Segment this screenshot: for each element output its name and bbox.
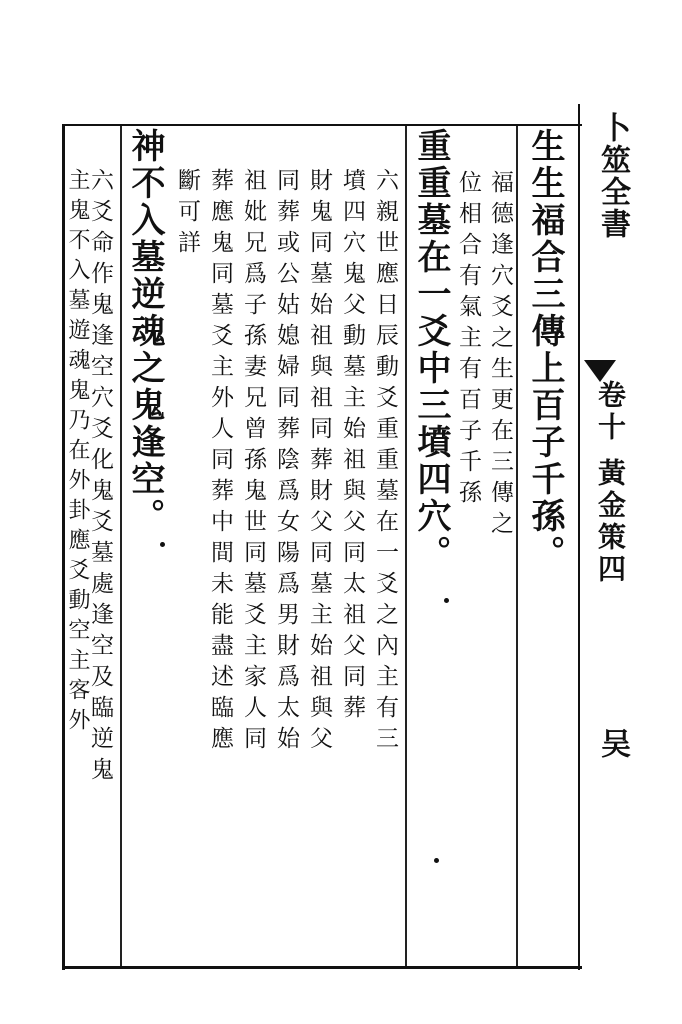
commentary-column-14: 主鬼不入墓遊魂鬼乃在外卦應爻動空主客外 (65, 168, 90, 738)
punctuation-dot (160, 542, 165, 547)
commentary-column-6: 墳四穴鬼父動墓主始祖與父同太祖父同葬 (339, 168, 365, 726)
commentary-column-9: 祖妣兄爲子孫妻兄曾孫鬼世同墓爻主家人同 (240, 168, 266, 757)
commentary-column-2: 福德逢穴爻之生更在三傳之 (487, 170, 513, 542)
punctuation-dot (444, 598, 449, 603)
heading-column-12: 神不入墓逆魂之鬼逢空。 (125, 128, 165, 535)
punctuation-dot (434, 858, 439, 863)
column-rule (516, 126, 518, 966)
heading-column-1: 生生福合三傳上百子千孫。 (525, 128, 565, 572)
frame-bottom-border (62, 966, 582, 969)
margin-book-title: 卜筮全書 (595, 112, 630, 240)
heading-column-4: 重重墓在一爻中三墳四穴。 (411, 128, 451, 572)
margin-page-label: 吴 (595, 728, 630, 758)
commentary-column-10: 葬應鬼同墓爻主外人同葬中間未能盡述臨應 (207, 168, 233, 757)
frame-right-border (578, 104, 580, 970)
frame-top-border (62, 124, 582, 126)
commentary-column-3: 位相合有氣主有百子千孫 (455, 170, 481, 511)
margin-volume-label: 卷十 黃金策四 (594, 380, 627, 586)
commentary-column-7: 財鬼同墓始祖與祖同葬財父同墓主始祖與父 (306, 168, 332, 757)
column-rule (120, 126, 122, 966)
commentary-column-5: 六親世應日辰動爻重重墓在一爻之內主有三 (372, 168, 398, 757)
commentary-column-13: 六爻命作鬼逢空穴爻化鬼爻墓處逢空及臨逆鬼 (87, 168, 113, 788)
fishtail-mark-icon (584, 360, 616, 382)
commentary-column-11: 斷可詳 (174, 168, 200, 261)
column-rule (405, 126, 407, 966)
commentary-column-8: 同葬或公姑媳婦同葬陰爲女陽爲男財爲太始 (273, 168, 299, 757)
